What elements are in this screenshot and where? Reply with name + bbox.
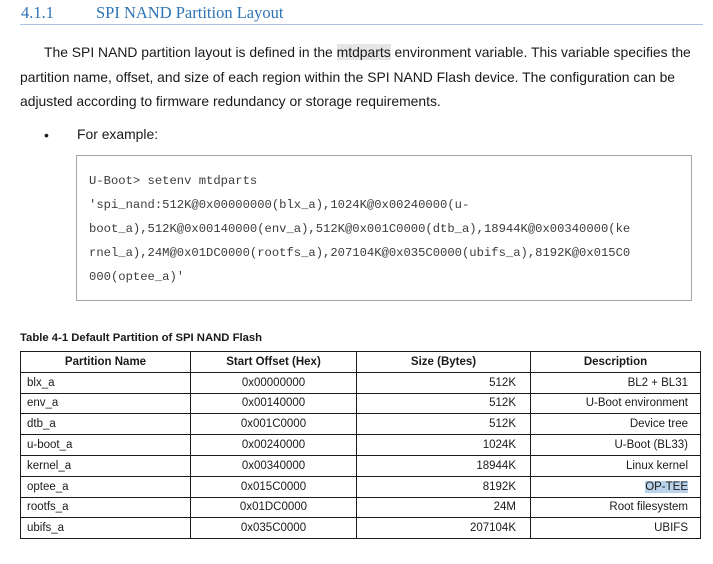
cell-description: BL2 + BL31	[531, 372, 701, 393]
cell-description: UBIFS	[531, 518, 701, 539]
cell-partition-name: dtb_a	[21, 414, 191, 435]
cell-start-offset: 0x001C0000	[191, 414, 357, 435]
table-row	[21, 393, 701, 414]
cell-start-offset: 0x00000000	[191, 372, 357, 393]
paragraph-line: partition name, offset, and size of each region within the SPI NAND Flash device. The configuration can be	[20, 68, 676, 85]
table-caption: Table 4-1 Default Partition of SPI NAND Flash	[20, 332, 263, 344]
cell-size: 512K	[357, 393, 531, 414]
cell-partition-name: ubifs_a	[21, 518, 191, 539]
section-heading	[20, 2, 703, 25]
cell-size: 207104K	[357, 518, 531, 539]
cell-start-offset: 0x00140000	[191, 393, 357, 414]
code-line: 'spi_nand:512K@0x00000000(blx_a),1024K@0x00240000(u-	[89, 198, 470, 212]
cell-start-offset: 0x00240000	[191, 435, 357, 456]
header-start-offset: Start Offset (Hex)	[191, 352, 357, 373]
table-row	[21, 497, 701, 518]
code-line: rnel_a),24M@0x01DC0000(rootfs_a),207104K@0x035C0000(ubifs_a),8192K@0x015C0	[89, 246, 631, 260]
paragraph-line: adjusted according to firmware redundancy or storage requirements.	[20, 93, 441, 109]
cell-start-offset: 0x015C0000	[191, 476, 357, 497]
cell-start-offset: 0x00340000	[191, 455, 357, 476]
code-block[interactable]	[76, 155, 692, 301]
code-line: boot_a),512K@0x00140000(env_a),512K@0x001C0000(dtb_a),18944K@0x00340000(ke	[89, 222, 631, 236]
cell-partition-name: u-boot_a	[21, 435, 191, 456]
cell-size: 512K	[357, 414, 531, 435]
table-row	[21, 518, 701, 539]
cell-size: 8192K	[357, 476, 531, 497]
cell-description: Linux kernel	[531, 455, 701, 476]
header-partition-name: Partition Name	[21, 352, 191, 373]
table-row	[21, 476, 701, 497]
mtdparts-inline-code: mtdparts	[336, 44, 391, 60]
cell-description	[531, 476, 701, 497]
bullet-icon: •	[44, 127, 49, 143]
selected-text[interactable]: OP-TEE	[645, 480, 688, 493]
cell-partition-name: env_a	[21, 393, 191, 414]
table-row	[21, 372, 701, 393]
table-row	[21, 414, 701, 435]
cell-start-offset: 0x035C0000	[191, 518, 357, 539]
paragraph-line: The SPI NAND partition layout is defined in the mtdparts environment variable. This variable specifies the	[44, 44, 691, 60]
bullet-text: For example:	[77, 126, 159, 142]
table-row	[21, 435, 701, 456]
section-number: 4.1.1	[21, 3, 54, 22]
cell-partition-name: blx_a	[21, 372, 191, 393]
cell-partition-name: rootfs_a	[21, 497, 191, 518]
intro-paragraph	[20, 40, 696, 114]
cell-size: 512K	[357, 372, 531, 393]
partition-table	[20, 351, 701, 539]
header-size: Size (Bytes)	[357, 352, 531, 373]
cell-size: 24M	[357, 497, 531, 518]
cell-partition-name: optee_a	[21, 476, 191, 497]
header-description: Description	[531, 352, 701, 373]
cell-description: Root filesystem	[531, 497, 701, 518]
section-title: SPI NAND Partition Layout	[96, 3, 284, 22]
table-row	[21, 455, 701, 476]
cell-start-offset: 0x01DC0000	[191, 497, 357, 518]
cell-description: Device tree	[531, 414, 701, 435]
code-line: U-Boot> setenv mtdparts	[89, 174, 258, 188]
table-header-row	[21, 352, 701, 373]
code-line: 000(optee_a)'	[89, 270, 185, 284]
cell-description: U-Boot environment	[531, 393, 701, 414]
cell-size: 1024K	[357, 435, 531, 456]
cell-description: U-Boot (BL33)	[531, 435, 701, 456]
cell-partition-name: kernel_a	[21, 455, 191, 476]
cell-size: 18944K	[357, 455, 531, 476]
